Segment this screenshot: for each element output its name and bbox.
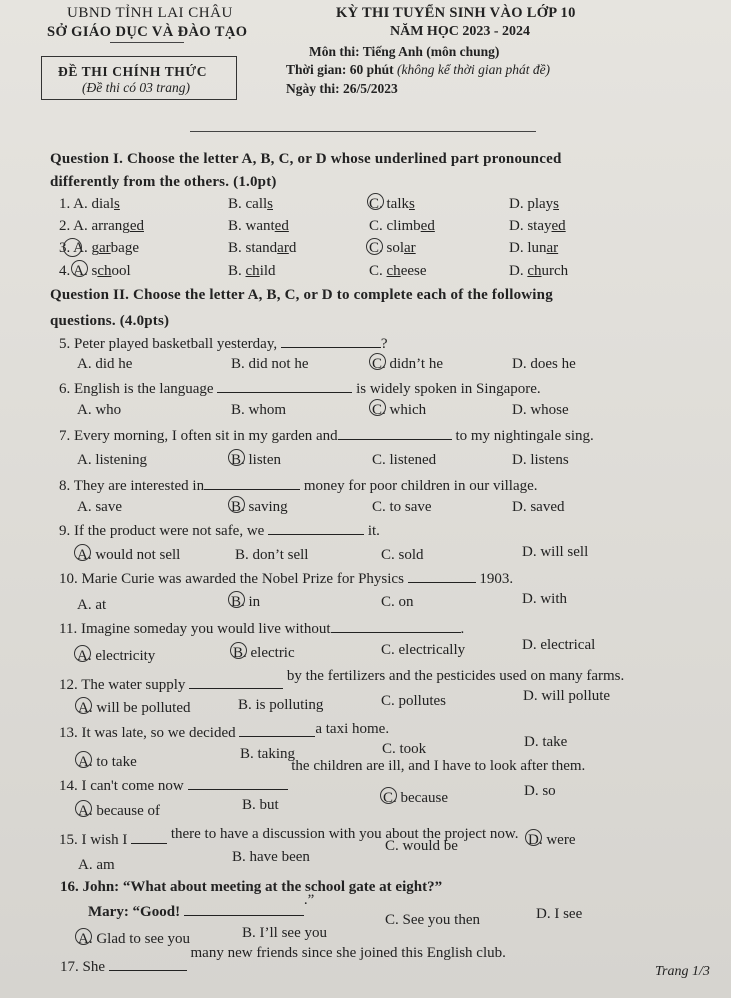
province-committee: UBND TỈNH LAI CHÂU xyxy=(67,5,233,21)
header-divider xyxy=(190,131,536,132)
answer-mark xyxy=(75,928,92,945)
q13-stem: 13. It was late, so we decided a taxi home. xyxy=(59,721,390,741)
q11-stem: 11. Imagine someday you would live without . xyxy=(59,621,465,637)
q14-option-b: B. but xyxy=(242,797,279,813)
question-2-heading-cont: questions. (4.0pts) xyxy=(50,313,170,329)
q1-row2-a: 2. A. arranged xyxy=(59,218,144,234)
q7-stem: 7. Every morning, I often sit in my garden and to my nightingale sing. xyxy=(59,428,594,444)
q14-option-a: A. because of xyxy=(78,803,161,819)
answer-mark xyxy=(228,449,245,466)
q6-option-d: D. whose xyxy=(512,402,569,418)
q7-option-d: D. listens xyxy=(512,452,569,468)
q1-row4-c: C. cheese xyxy=(369,263,427,279)
q16-option-a: A. Glad to see you xyxy=(78,931,191,947)
q15-option-c: C. would be xyxy=(385,838,458,854)
q17-stem: 17. She many new friends since she joined this English club. xyxy=(60,945,506,975)
q11-option-d: D. electrical xyxy=(522,637,596,653)
q6-option-b: B. whom xyxy=(231,402,287,418)
q6-option-c: C. which xyxy=(372,402,427,418)
q12-option-b: B. is polluting xyxy=(238,697,324,713)
q16-option-b: B. I’ll see you xyxy=(242,925,327,941)
q8-stem: 8. They are interested in money for poor children in our village. xyxy=(59,478,538,494)
q15-option-b: B. have been xyxy=(232,849,310,865)
q9-option-c: C. sold xyxy=(381,547,424,563)
q1-row1-c: C. talks xyxy=(369,196,415,212)
q5-option-c: C. didn’t he xyxy=(372,356,443,372)
q1-row2-b: B. wanted xyxy=(228,218,289,234)
school-year: NĂM HỌC 2023 - 2024 xyxy=(390,24,530,39)
q12-option-a: A. will be polluted xyxy=(78,700,191,716)
exam-date: Ngày thi: 26/5/2023 xyxy=(286,81,398,96)
q1-row4-d: D. church xyxy=(509,263,569,279)
answer-mark xyxy=(75,751,92,768)
q15-option-a: A. am xyxy=(78,857,115,873)
q9-stem: 9. If the product were not safe, we it. xyxy=(59,523,380,539)
answer-mark xyxy=(380,787,397,804)
q14-stem: 14. I can't come now the children are ill, and I have to look after them. xyxy=(59,758,586,794)
header-underline xyxy=(110,42,184,43)
q8-option-b: B. saving xyxy=(231,499,288,515)
q8-option-a: A. save xyxy=(77,499,122,515)
exam-duration-note: (không kể thời gian phát đề) xyxy=(397,62,551,77)
answer-mark xyxy=(75,697,92,714)
q7-option-b: B. listen xyxy=(231,452,282,468)
q7-option-a: A. listening xyxy=(77,452,147,468)
answer-mark xyxy=(228,591,245,608)
q5-stem: 5. Peter played basketball yesterday, ? xyxy=(59,336,388,352)
q1-row2-c: C. climbed xyxy=(369,218,435,234)
answer-mark xyxy=(228,496,245,513)
q12-option-c: C. pollutes xyxy=(381,693,447,709)
q11-option-a: A. electricity xyxy=(77,648,156,664)
page-number: Trang 1/3 xyxy=(655,964,710,979)
q13-option-b: B. taking xyxy=(240,746,295,762)
answer-mark xyxy=(369,353,386,370)
exam-duration: Thời gian: 60 phút xyxy=(286,62,398,77)
q1-row1-d: D. plays xyxy=(509,196,560,212)
question-1-heading-cont: differently from the others. (1.0pt) xyxy=(50,174,277,190)
answer-mark xyxy=(74,645,91,662)
answer-mark xyxy=(367,193,384,210)
q6-option-a: A. who xyxy=(77,402,122,418)
q1-row3-d: D. lunar xyxy=(509,240,559,256)
q16-option-c: C. See you then xyxy=(385,912,480,928)
q1-row1-a: 1. A. dials xyxy=(59,196,120,212)
answer-mark xyxy=(71,260,88,277)
q16-reply: Mary: “Good! .” xyxy=(88,892,315,920)
q1-row3-c: C. solar xyxy=(369,240,416,256)
q1-row4-a: 4. A. school xyxy=(59,263,131,279)
question-1-heading: Question I. Choose the letter A, B, C, or D whose underlined part pronounced xyxy=(50,151,562,167)
subject: Môn thi: Tiếng Anh (môn chung) xyxy=(309,44,500,59)
q11-option-c: C. electrically xyxy=(381,642,466,658)
question-2-heading: Question II. Choose the letter A, B, C, or D to complete each of the following xyxy=(50,287,553,303)
q12-option-d: D. will pollute xyxy=(523,688,611,704)
answer-mark xyxy=(369,399,386,416)
q6-stem: 6. English is the language is widely spoken in Singapore. xyxy=(59,381,541,397)
q9-option-a: A. would not sell xyxy=(77,547,181,563)
q15-stem: 15. I wish I there to have a discussion with you about the project now. xyxy=(59,826,519,848)
q16-stem: 16. John: “What about meeting at the school gate at eight?” xyxy=(60,879,443,895)
exam-time xyxy=(286,62,550,78)
page-count-note: (Đề thi có 03 trang) xyxy=(82,80,190,95)
q14-option-c: C. because xyxy=(383,790,448,806)
q13-option-c: C. took xyxy=(382,741,427,757)
q5-option-a: A. did he xyxy=(77,356,133,372)
q5-option-d: D. does he xyxy=(512,356,576,372)
q12-stem: 12. The water supply by the fertilizers and the pesticides used on many farms. xyxy=(59,668,625,693)
q1-row3-a: 3. A. garbage xyxy=(59,240,139,256)
q8-option-c: C. to save xyxy=(372,499,432,515)
q10-option-b: B. in xyxy=(231,594,261,610)
answer-mark xyxy=(75,800,92,817)
exam-name: KỲ THI TUYỂN SINH VÀO LỚP 10 xyxy=(336,5,576,21)
q10-option-d: D. with xyxy=(522,591,567,607)
q13-option-d: D. take xyxy=(524,734,568,750)
answer-mark xyxy=(63,238,82,257)
q1-row1-b: B. calls xyxy=(228,196,273,212)
department-name: SỞ GIÁO DỤC VÀ ĐÀO TẠO xyxy=(47,24,248,40)
q10-stem: 10. Marie Curie was awarded the Nobel Prize for Physics 1903. xyxy=(59,571,514,587)
q5-option-b: B. did not he xyxy=(231,356,309,372)
q15-option-d: D. were xyxy=(528,832,576,848)
q1-row3-b: B. standard xyxy=(228,240,297,256)
answer-mark xyxy=(74,544,91,561)
answer-mark xyxy=(230,642,247,659)
q9-option-b: B. don’t sell xyxy=(235,547,309,563)
q10-option-c: C. on xyxy=(381,594,414,610)
answer-mark xyxy=(525,829,542,846)
official-exam-title: ĐỀ THI CHÍNH THỨC xyxy=(58,64,208,79)
q1-row4-b: B. child xyxy=(228,263,276,279)
q13-option-a: A. to take xyxy=(78,754,137,770)
q16-option-d: D. I see xyxy=(536,906,583,922)
q9-option-d: D. will sell xyxy=(522,544,589,560)
q1-row2-d: D. stayed xyxy=(509,218,566,234)
q8-option-d: D. saved xyxy=(512,499,565,515)
q7-option-c: C. listened xyxy=(372,452,437,468)
q14-option-d: D. so xyxy=(524,783,556,799)
q10-option-a: A. at xyxy=(77,597,107,613)
q11-option-b: B. electric xyxy=(233,645,295,661)
answer-mark xyxy=(366,238,383,255)
